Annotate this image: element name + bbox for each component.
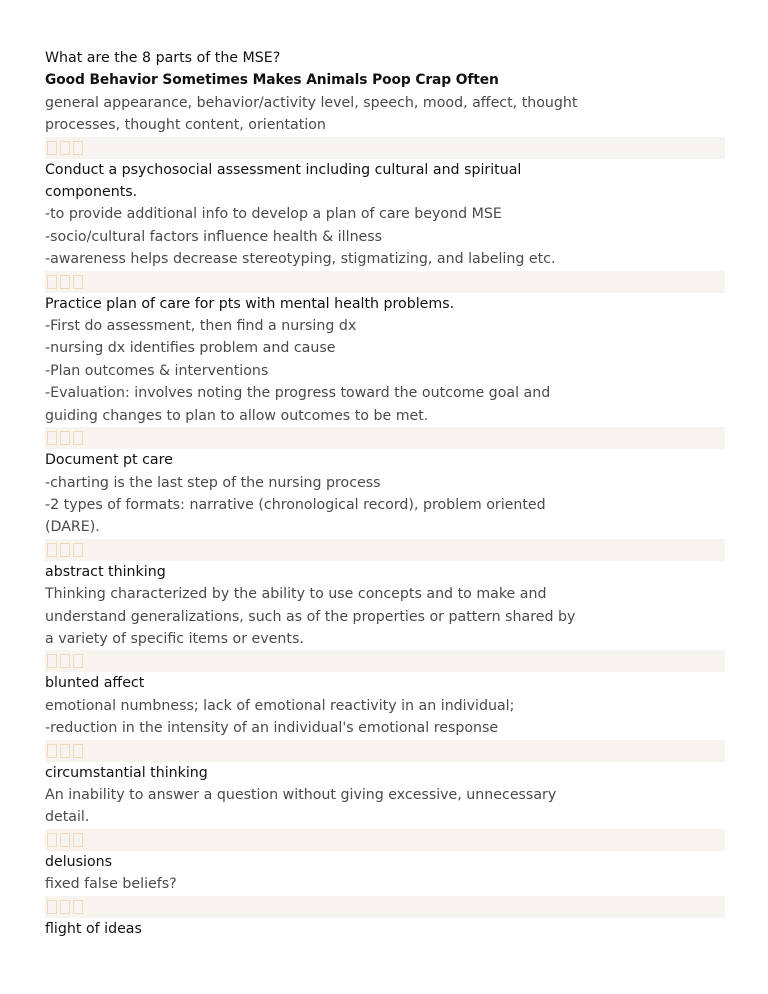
- card-term: blunted affect: [45, 675, 145, 692]
- missing-glyph-icon: [73, 543, 83, 557]
- flashcard: [45, 672, 725, 739]
- definition-line: -awareness helps decrease stereotyping, stigmatizing, and labeling etc.: [45, 251, 556, 268]
- missing-glyph-icon: [60, 141, 70, 155]
- missing-glyph-icon: [73, 900, 83, 914]
- definition-line: a variety of specific items or events.: [45, 630, 304, 647]
- definition-line: fixed false beliefs?: [45, 876, 177, 893]
- missing-glyph-icon: [47, 900, 57, 914]
- missing-glyph-icon: [47, 141, 57, 155]
- card-definition: [45, 784, 575, 829]
- card-term: What are the 8 parts of the MSE?: [45, 50, 281, 66]
- definition-line: guiding changes to plan to allow outcomes to be met.: [45, 407, 429, 424]
- definition-line: -First do assessment, then find a nursing dx: [45, 318, 357, 335]
- missing-glyph-icon: [47, 654, 57, 668]
- definition-line: -2 types of formats: narrative (chronological record), problem oriented: [45, 496, 546, 513]
- card-definition: [45, 203, 575, 270]
- flashcard: [45, 449, 725, 539]
- flashcard: [45, 918, 725, 940]
- card-term: abstract thinking: [45, 563, 166, 580]
- definition-line: emotional numbness; lack of emotional reactivity in an individual;: [45, 697, 515, 714]
- definition-line: -Plan outcomes & interventions: [45, 362, 269, 379]
- definition-line: processes, thought content, orientation: [45, 117, 326, 134]
- card-term: flight of ideas: [45, 920, 142, 937]
- flashcard: [45, 47, 725, 137]
- missing-glyph-icon: [73, 141, 83, 155]
- definition-line: -reduction in the intensity of an individual's emotional response: [45, 720, 499, 737]
- card-separator: [45, 137, 725, 159]
- flashcard: [45, 762, 725, 829]
- card-definition: [45, 92, 578, 137]
- card-term: Document pt care: [45, 452, 173, 469]
- definition-line: -charting is the last step of the nursing process: [45, 474, 381, 491]
- definition-line: detail.: [45, 809, 90, 826]
- missing-glyph-icon: [60, 654, 70, 668]
- flashcard: [45, 561, 725, 651]
- flashcard-list: [45, 47, 725, 940]
- missing-glyph-icon: [73, 744, 83, 758]
- card-separator: [45, 829, 725, 851]
- card-separator: [45, 271, 725, 293]
- card-term: Conduct a psychosocial assessment including cultural and spiritual components.: [45, 161, 522, 201]
- missing-glyph-icon: [60, 275, 70, 289]
- card-definition: [45, 873, 575, 895]
- missing-glyph-icon: [47, 431, 57, 445]
- definition-line: general appearance, behavior/activity level, speech, mood, affect, thought: [45, 94, 578, 111]
- missing-glyph-icon: [73, 431, 83, 445]
- missing-glyph-icon: [73, 275, 83, 289]
- card-term: Practice plan of care for pts with mental health problems.: [45, 295, 455, 312]
- missing-glyph-icon: [47, 543, 57, 557]
- card-term: delusions: [45, 853, 113, 870]
- card-separator: [45, 427, 725, 449]
- flashcard: [45, 851, 725, 896]
- definition-line: -Evaluation: involves noting the progress toward the outcome goal and: [45, 385, 551, 402]
- missing-glyph-icon: [47, 275, 57, 289]
- missing-glyph-icon: [60, 833, 70, 847]
- missing-glyph-icon: [47, 833, 57, 847]
- missing-glyph-icon: [47, 744, 57, 758]
- card-separator: [45, 539, 725, 561]
- card-definition: [45, 695, 575, 740]
- missing-glyph-icon: [60, 543, 70, 557]
- card-definition: [45, 315, 575, 427]
- missing-glyph-icon: [60, 431, 70, 445]
- definition-line: An inability to answer a question without giving excessive, unnecessary: [45, 786, 557, 803]
- card-separator: [45, 740, 725, 762]
- card-separator: [45, 650, 725, 672]
- missing-glyph-icon: [73, 833, 83, 847]
- flashcard: [45, 293, 725, 427]
- flashcard: [45, 159, 725, 271]
- card-definition: [45, 583, 575, 650]
- card-mnemonic: Good Behavior Sometimes Makes Animals Poop Crap Often: [45, 72, 499, 89]
- definition-line: Thinking characterized by the ability to use concepts and to make and: [45, 586, 547, 603]
- definition-line: (DARE).: [45, 519, 100, 536]
- definition-line: -nursing dx identifies problem and cause: [45, 340, 336, 357]
- missing-glyph-icon: [60, 900, 70, 914]
- definition-line: -socio/cultural factors influence health & illness: [45, 228, 383, 245]
- definition-line: -to provide additional info to develop a plan of care beyond MSE: [45, 206, 502, 223]
- definition-line: understand generalizations, such as of the properties or pattern shared by: [45, 608, 576, 625]
- card-separator: [45, 896, 725, 918]
- card-definition: [45, 472, 575, 539]
- missing-glyph-icon: [73, 654, 83, 668]
- card-term: circumstantial thinking: [45, 764, 208, 781]
- missing-glyph-icon: [60, 744, 70, 758]
